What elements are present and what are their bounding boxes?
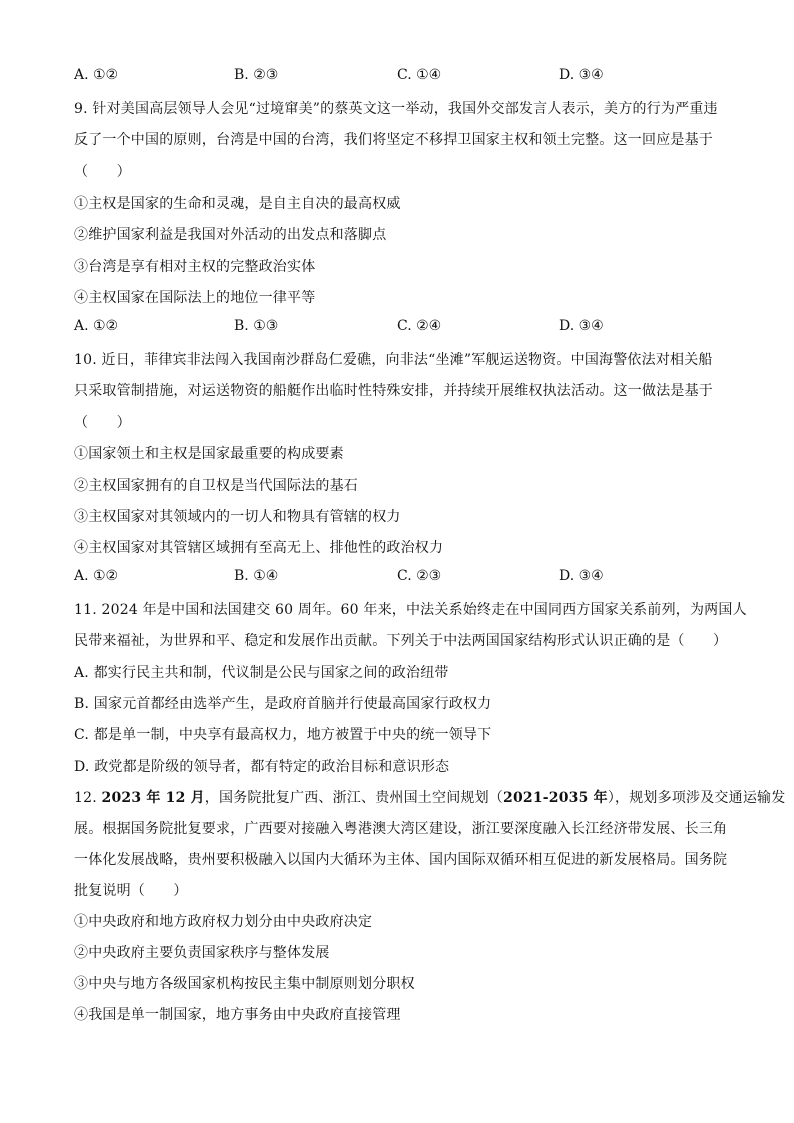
q10-statement-3: ③主权国家对其领域内的一切人和物具有管辖的权力 <box>74 509 401 525</box>
q12-stem-line-1 <box>74 787 785 807</box>
q12-date: 2023 年 12 月 <box>101 790 205 806</box>
q9-answer-blank: （ ） <box>74 164 131 180</box>
q9-statement-2: ②维护国家利益是我国对外活动的出发点和落脚点 <box>74 227 387 243</box>
q10-options <box>74 568 734 588</box>
q9-option-b[interactable]: B. ①③ <box>234 318 279 334</box>
q10-statement-2: ②主权国家拥有的自卫权是当代国际法的基石 <box>74 478 358 494</box>
q11-choice-a[interactable]: A. 都实行民主共和制，代议制是公民与国家之间的政治纽带 <box>74 665 449 681</box>
q12-answer-blank: 批复说明（ ） <box>74 883 188 899</box>
q11-stem-line-2: 民带来福祉，为世界和平、稳定和发展作出贡献。下列关于中法两国国家结构形式认识正确的是（ ） <box>74 633 728 649</box>
q12-stem-line-2: 展。根据国务院批复要求，广西要对接融入粤港澳大湾区建设，浙江要深度融入长江经济带发展、长三角 <box>74 821 728 837</box>
q10-stem-line-1: 10. 近日，菲律宾非法闯入我国南沙群岛仁爱礁，向非法“坐滩”军舰运送物资。中国海警依法对相关船 <box>74 352 713 368</box>
q11-choice-d[interactable]: D. 政党都是阶级的领导者，都有特定的政治目标和意识形态 <box>74 759 450 775</box>
q10-statement-4: ④主权国家对其管辖区域拥有至高无上、排他性的政治权力 <box>74 540 444 556</box>
q9-stem-line-2: 反了一个中国的原则，台湾是中国的台湾，我们将坚定不移捍卫国家主权和领土完整。这一回应是基于 <box>74 132 713 148</box>
q12-statement-3: ③中央与地方各级国家机构按民主集中制原则划分职权 <box>74 976 415 992</box>
q8-option-b[interactable]: B. ②③ <box>234 67 279 83</box>
q12-statement-4: ④我国是单一制国家，地方事务由中央政府直接管理 <box>74 1007 401 1023</box>
q9-statement-3: ③台湾是享有相对主权的完整政治实体 <box>74 259 316 275</box>
q9-option-a[interactable]: A. ①② <box>74 318 119 334</box>
q11-choice-c[interactable]: C. 都是单一制，中央享有最高权力，地方被置于中央的统一领导下 <box>74 727 492 743</box>
q8-option-a[interactable]: A. ①② <box>74 67 119 83</box>
q10-statement-1: ①国家领土和主权是国家最重要的构成要素 <box>74 446 344 462</box>
q8-option-c[interactable]: C. ①④ <box>397 67 442 83</box>
q12-statement-2: ②中央政府主要负责国家秩序与整体发展 <box>74 945 330 961</box>
q8-option-d[interactable]: D. ③④ <box>559 67 604 83</box>
q12-period: 2021-2035 年 <box>503 790 608 806</box>
q10-option-a[interactable]: A. ①② <box>74 568 119 584</box>
q12-number: 12. <box>74 790 102 806</box>
q10-option-c[interactable]: C. ②③ <box>397 568 442 584</box>
q9-stem-line-1: 9. 针对美国高层领导人会见“过境窜美”的蔡英文这一举动，我国外交部发言人表示，美方的行为严重违 <box>74 101 718 117</box>
q8-options <box>74 67 734 87</box>
q10-option-b[interactable]: B. ①④ <box>234 568 279 584</box>
q10-answer-blank: （ ） <box>74 415 131 431</box>
q12-stem-line-3: 一体化发展战略，贵州要积极融入以国内大循环为主体、国内国际双循环相互促进的新发展格局。国务院 <box>74 852 728 868</box>
q12-stem-tail: ），规划多项涉及交通运输发 <box>607 790 786 806</box>
q12-statement-1: ①中央政府和地方政府权力划分由中央政府决定 <box>74 914 373 930</box>
q9-option-d[interactable]: D. ③④ <box>559 318 604 334</box>
q11-stem-line-1: 11. 2024 年是中国和法国建交 60 周年。60 年来，中法关系始终走在中国同西方国家关系前列，为两国人 <box>74 602 747 618</box>
q9-option-c[interactable]: C. ②④ <box>397 318 442 334</box>
q10-stem-line-2: 只采取管制措施，对运送物资的船艇作出临时性特殊安排，并持续开展维权执法活动。这一做法是基于 <box>74 383 713 399</box>
q10-option-d[interactable]: D. ③④ <box>559 568 604 584</box>
q11-choice-b[interactable]: B. 国家元首都经由选举产生，是政府首脑并行使最高国家行政权力 <box>74 696 492 712</box>
q12-stem-mid: ，国务院批复广西、浙江、贵州国土空间规划（ <box>204 790 503 806</box>
q9-statement-1: ①主权是国家的生命和灵魂，是自主自决的最高权威 <box>74 196 401 212</box>
q9-statement-4: ④主权国家在国际法上的地位一律平等 <box>74 290 316 306</box>
q9-options <box>74 318 734 338</box>
